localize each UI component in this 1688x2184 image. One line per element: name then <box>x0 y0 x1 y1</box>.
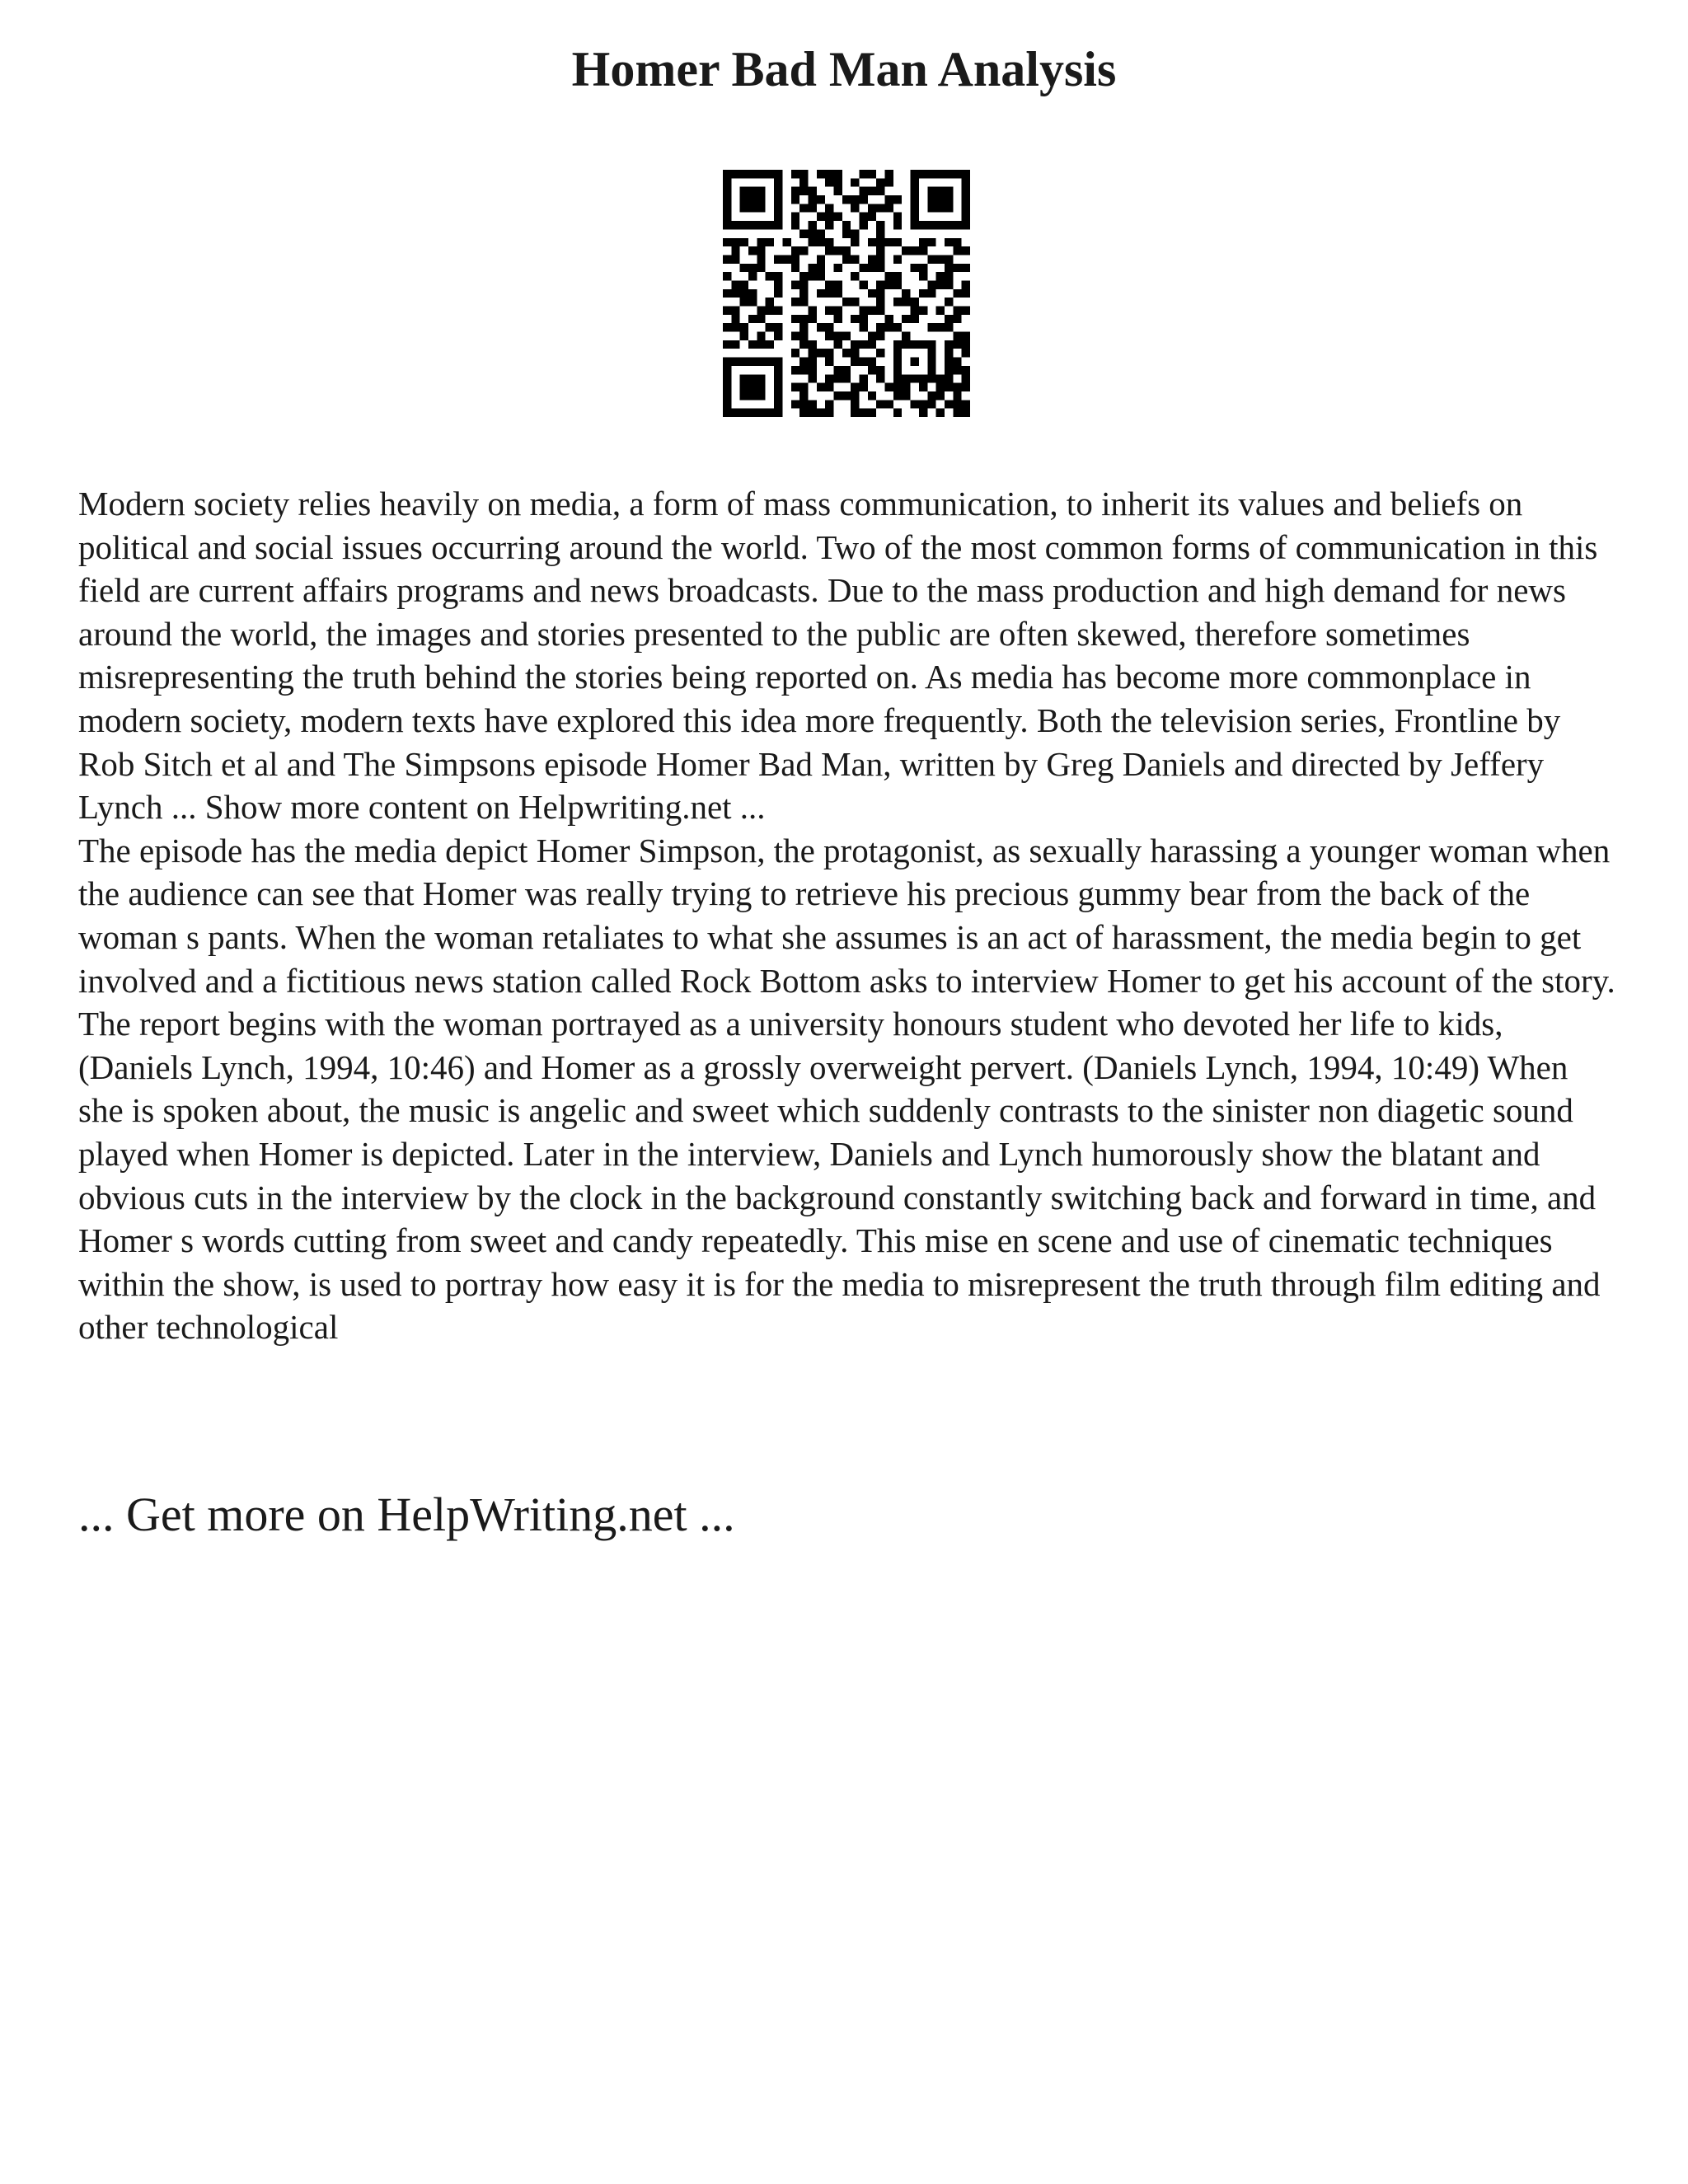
document-title: Homer Bad Man Analysis <box>571 42 1117 96</box>
qr-code-icon <box>723 170 970 417</box>
paragraph-analysis: The episode has the media depict Homer Simpson, the protagonist, as sexually harassing a younger woman when the audience can see that Homer was really trying to retrieve his precious gummy bear from the back of the woman s pants. When the woman retaliates to what she assumes is an act of harassment, the media begin to get involved and a fictitious news station called Rock Bottom asks to interview Homer to get his account of the story. The report begins with the woman portrayed as a university honours student who devoted her life to kids, (Daniels Lynch, 1994, 10:46) and Homer as a grossly overweight pervert. (Daniels Lynch, 1994, 10:49) When she is spoken about, the music is angelic and sweet which suddenly contrasts to the sinister non diagetic sound played when Homer is depicted. Later in the interview, Daniels and Lynch humorously show the blatant and obvious cuts in the interview by the clock in the background constantly switching back and forward in time, and Homer s words cutting from sweet and candy repeatedly. This mise en scene and use of cinematic techniques within the show, is used to portray how easy it is for the media to misrepresent the truth through film editing and other technological <box>78 831 1615 1347</box>
article-body <box>78 482 1620 1349</box>
paragraph-intro: Modern society relies heavily on media, a form of mass communication, to inherit its values and beliefs on political and social issues occurring around the world. Two of the most common forms of communication in this field are current affairs programs and news broadcasts. Due to the mass production and high demand for news around the world, the images and stories presented to the public are often skewed, therefore sometimes misrepresenting the truth behind the stories being reported on. As media has become more commonplace in modern society, modern texts have explored this idea more frequently. Both the television series, Frontline by Rob Sitch et al and The Simpsons episode Homer Bad Man, written by Greg Daniels and directed by Jeffery Lynch ... Show more content on Helpwriting.net ... <box>78 485 1598 827</box>
get-more-link[interactable]: ... Get more on HelpWriting.net ... <box>78 1488 735 1541</box>
